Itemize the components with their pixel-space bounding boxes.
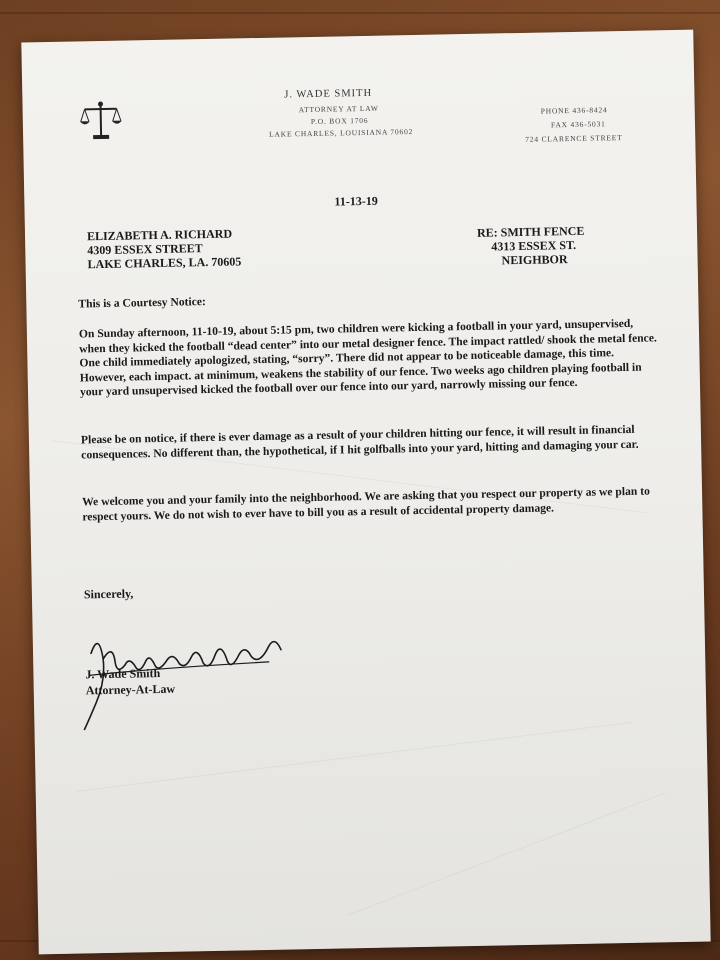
paper-crease	[77, 722, 633, 792]
letterhead-po-box: P.O. BOX 1706	[310, 115, 369, 126]
re-address: 4313 ESSEX ST.	[491, 237, 577, 254]
letterhead-city: LAKE CHARLES, LOUISIANA 70602	[269, 127, 414, 139]
letterhead-phone: PHONE 436-8424	[540, 105, 608, 116]
signer-title: Attorney-At-Law	[85, 681, 176, 698]
letterhead-name: J. WADE SMITH	[284, 87, 373, 101]
recipient-street: 4309 ESSEX STREET	[87, 241, 203, 258]
body-paragraph-3: We welcome you and your family into the neighborhood. We are asking that you respect our property as we plan to respect yours. We do not wish to ever have to bill you as a result of accidental property damage.	[82, 484, 650, 524]
letter-page	[21, 30, 710, 955]
body-paragraph-1: On Sunday afternoon, 11-10-19, about 5:15 pm, two children were kicking a football in your yard, unsupervised, when they kicked the football “dead center” into our metal designer fence. The impact rattled/ shook the metal fence. One child immediately apologized, stating, “sorry”. There did not appear to be noticeable damage, this time. However, each impact. at minimum, weakens the stability of our fence. Two weeks ago children playing football in your yard unsupervised kicked the football over our fence into our yard, narrowly missing our fence.	[78, 316, 657, 399]
letterhead-fax: FAX 436-5031	[550, 119, 606, 130]
courtesy-notice-heading: This is a Courtesy Notice:	[78, 295, 206, 311]
scales-of-justice-icon	[78, 99, 123, 144]
letterhead-title: ATTORNEY AT LAW	[298, 103, 379, 115]
re-subject: RE: SMITH FENCE	[476, 223, 585, 240]
recipient-city: LAKE CHARLES, LA. 70605	[87, 254, 242, 272]
body-paragraph-2: Please be on notice, if there is ever damage as a result of your children hitting our fence, it will result in financial consequences. No different than, the hypothetical, if I hit golfballs into your yard, hitting and damaging your car.	[80, 422, 639, 462]
re-neighbor: NEIGHBOR	[501, 252, 568, 268]
wood-grain	[0, 12, 720, 14]
signer-name: J. Wade Smith	[85, 665, 161, 682]
recipient-name: ELIZABETH A. RICHARD	[86, 226, 233, 244]
closing: Sincerely,	[83, 586, 134, 602]
paper-crease	[348, 792, 666, 915]
letterhead-street: 724 CLARENCE STREET	[525, 133, 623, 144]
letter-date: 11-13-19	[334, 193, 378, 209]
